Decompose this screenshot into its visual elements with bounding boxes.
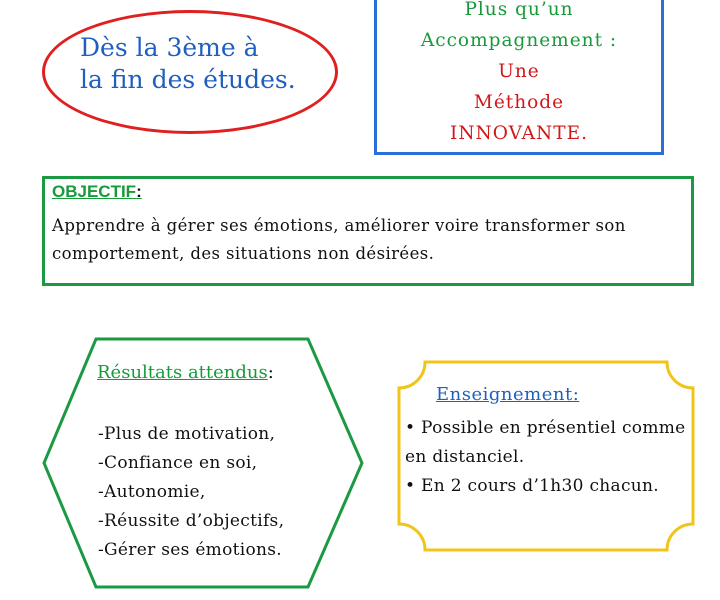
method-line-3: Une (498, 61, 540, 82)
objective-title (52, 182, 142, 202)
teaching-item: • Possible en présentiel comme en distanciel. (405, 418, 686, 467)
results-item: -Autonomie, (98, 482, 206, 502)
method-line-2: Accompagnement : (420, 30, 618, 51)
objective-title-text: OBJECTIF (52, 182, 137, 201)
results-item: -Plus de motivation, (98, 424, 276, 444)
age-range-text (80, 32, 330, 96)
teaching-title-text: Enseignement: (436, 384, 580, 405)
objective-text: Apprendre à gérer ses émotions, améliorer voire transformer son comportement, des situations non désirées. (52, 216, 626, 263)
age-range-line-1: Dès la 3ème à (80, 33, 259, 62)
results-item: -Confiance en soi, (98, 453, 258, 473)
method-line-1: Plus qu’un (464, 0, 574, 20)
results-title (97, 362, 274, 383)
teaching-item: • En 2 cours d’1h30 chacun. (405, 476, 659, 496)
results-item: -Réussite d’objectifs, (98, 511, 285, 531)
results-title-colon: : (267, 362, 274, 383)
method-line-5: INNOVANTE. (450, 123, 588, 144)
objective-title-colon: : (136, 182, 142, 201)
results-list (98, 420, 284, 565)
results-title-text: Résultats attendus (97, 362, 268, 383)
results-item: -Gérer ses émotions. (98, 540, 283, 560)
method-box-text (380, 0, 658, 149)
age-range-line-2: la fin des études. (80, 65, 296, 94)
teaching-list (405, 414, 690, 501)
method-line-4: Méthode (473, 92, 565, 113)
teaching-title (436, 384, 579, 405)
